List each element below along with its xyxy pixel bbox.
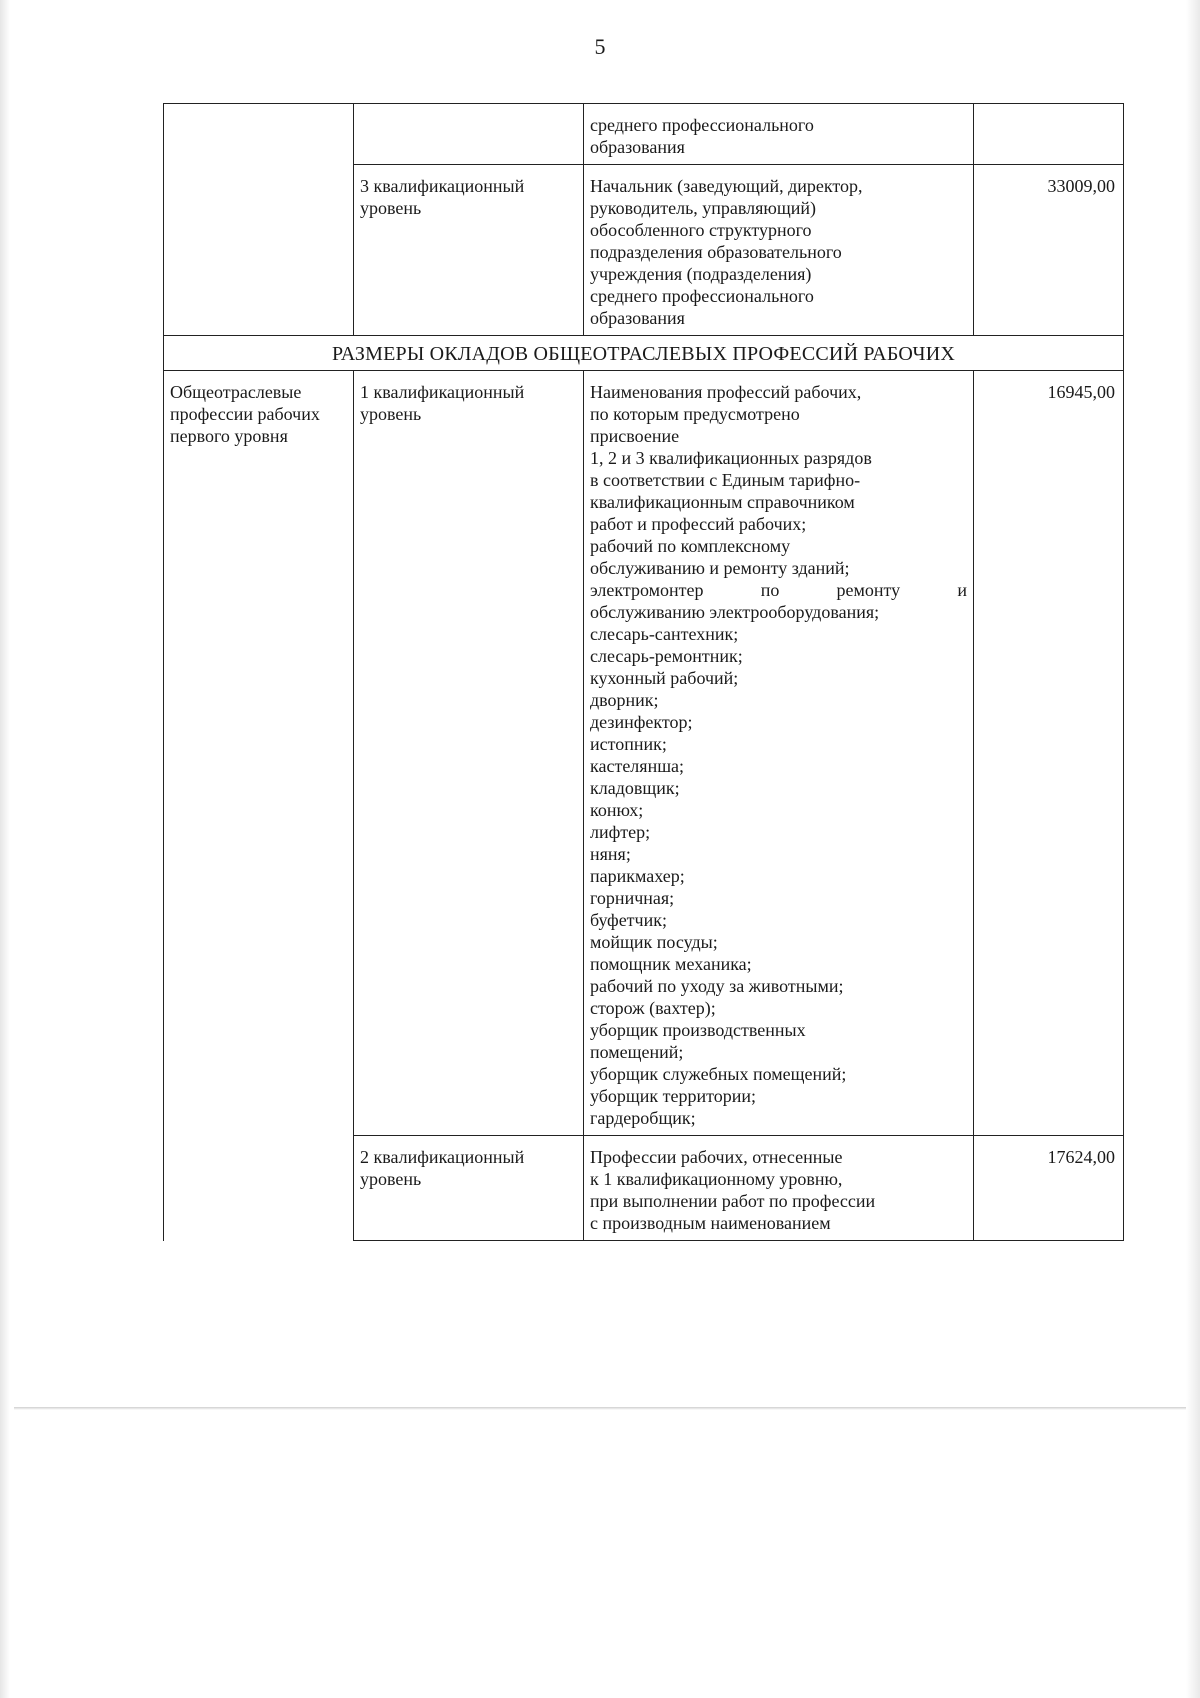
description-line: конюх; [590, 800, 644, 820]
description-line: слесарь-сантехник; [590, 624, 739, 644]
description-line: образования [590, 137, 685, 157]
description-line: с производным наименованием [590, 1213, 831, 1233]
group-cell-continued [164, 104, 354, 165]
table-row-section-heading [164, 336, 1124, 371]
level-cell-level2: 2 квалификационный уровень [354, 1136, 584, 1241]
level-cell-level3: 3 квалификационный уровень [354, 165, 584, 336]
description-line: помещений; [590, 1042, 684, 1062]
description-line: в соответствии с Единым тарифно- [590, 470, 861, 490]
description-line: образования [590, 308, 685, 328]
description-line: руководитель, управляющий) [590, 198, 817, 218]
description-line: истопник; [590, 734, 667, 754]
group-cell-level2 [164, 1136, 354, 1241]
description-line: помощник механика; [590, 954, 752, 974]
description-cell-level3 [584, 165, 974, 336]
description-line: уборщик территории; [590, 1086, 757, 1106]
description-line: няня; [590, 844, 631, 864]
salary-cell-level3: 33009,00 [974, 165, 1124, 336]
description-cell-level2 [584, 1136, 974, 1241]
level-cell-continued [354, 104, 584, 165]
description-line: электромонтер по ремонту и [590, 580, 967, 600]
description-line: гардеробщик; [590, 1108, 696, 1128]
salary-cell-level1: 16945,00 [974, 371, 1124, 1136]
salary-cell-level2: 17624,00 [974, 1136, 1124, 1241]
description-line: к 1 квалификационному уровню, [590, 1169, 843, 1189]
description-line: подразделения образовательного [590, 242, 842, 262]
description-line: лифтер; [590, 822, 651, 842]
description-line: среднего профессионального [590, 286, 814, 306]
description-line: горничная; [590, 888, 675, 908]
description-line: парикмахер; [590, 866, 685, 886]
description-line: рабочий по комплексному [590, 536, 791, 556]
description-line: дезинфектор; [590, 712, 693, 732]
salary-table [163, 103, 1124, 1241]
description-line: среднего профессионального [590, 115, 814, 135]
section-heading: РАЗМЕРЫ ОКЛАДОВ ОБЩЕОТРАСЛЕВЫХ ПРОФЕССИЙ РАБОЧИХ [164, 336, 1124, 371]
description-line: уборщик служебных помещений; [590, 1064, 847, 1084]
scan-edge-right [1186, 0, 1200, 1698]
description-line: кастелянша; [590, 756, 685, 776]
description-line: кладовщик; [590, 778, 680, 798]
description-line: учреждения (подразделения) [590, 264, 812, 284]
description-line: 1, 2 и 3 квалификационных разрядов [590, 448, 872, 468]
description-line: обособленного структурного [590, 220, 812, 240]
description-line: обслуживанию и ремонту зданий; [590, 558, 850, 578]
description-line: буфетчик; [590, 910, 667, 930]
table-row-level3 [164, 165, 1124, 336]
description-line: при выполнении работ по профессии [590, 1191, 876, 1211]
description-line: Профессии рабочих, отнесенные [590, 1147, 843, 1167]
description-line: работ и профессий рабочих; [590, 514, 807, 534]
group-title-cell: Общеотраслевые профессии рабочих первого уровня [164, 371, 354, 1136]
description-line: сторож (вахтер); [590, 998, 716, 1018]
group-cell-level3 [164, 165, 354, 336]
description-line: кухонный рабочий; [590, 668, 739, 688]
description-line: квалификационным справочником [590, 492, 855, 512]
description-line: Начальник (заведующий, директор, [590, 176, 863, 196]
description-line: уборщик производственных [590, 1020, 806, 1040]
scan-edge-left [0, 0, 10, 1698]
page-number: 5 [594, 34, 606, 59]
description-cell-continued [584, 104, 974, 165]
table-row-level2 [164, 1136, 1124, 1241]
description-line: обслуживанию электрооборудования; [590, 602, 880, 622]
table-row-continued [164, 104, 1124, 165]
description-line: мойщик посуды; [590, 932, 718, 952]
scan-bottom-shadow [14, 1407, 1186, 1410]
table-row-level1 [164, 371, 1124, 1136]
description-cell-level1 [584, 371, 974, 1136]
level-cell-level1: 1 квалификационный уровень [354, 371, 584, 1136]
description-line: Наименования профессий рабочих, [590, 382, 862, 402]
description-line: присвоение [590, 426, 680, 446]
description-line: рабочий по уходу за животными; [590, 976, 844, 996]
description-line: дворник; [590, 690, 659, 710]
description-line: слесарь-ремонтник; [590, 646, 743, 666]
salary-cell-continued [974, 104, 1124, 165]
description-line: по которым предусмотрено [590, 404, 800, 424]
